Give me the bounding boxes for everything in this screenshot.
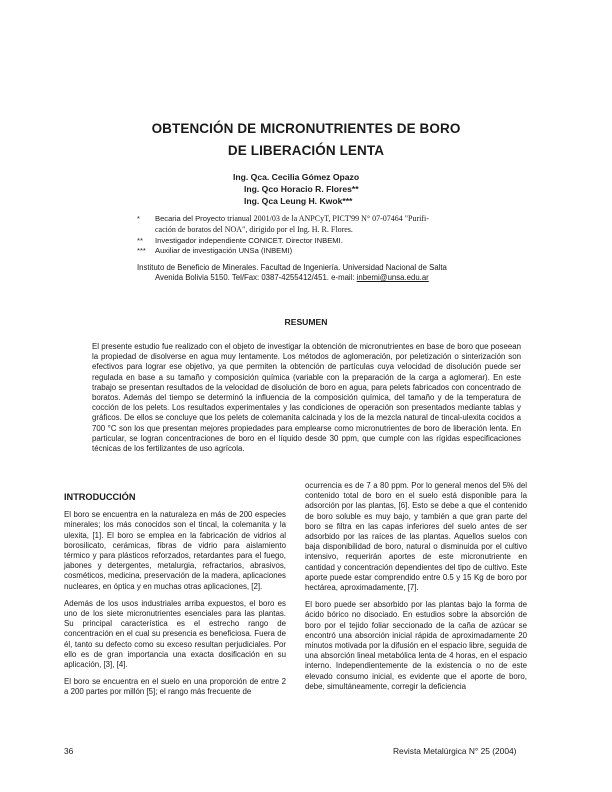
footnote-3-mark: *** [137, 246, 146, 255]
author-2: Ing. Qco Horacio R. Flores** [244, 184, 359, 194]
abstract-text: El presente estudio fue realizado con el objeto de investigar la obtención de micronutrientes en base de boro que poseean la propiedad de disolverse en agua muy lentamente. Los métodos de aglomeración, por peletización o sinterización son efectivos para lograr ese objetivo, ya que permiten la obtención de partículas cuya velocidad de disolución puede ser regulada en base a su tamaño y composición química (variable con la preparación de la carga a aglomerar). En este trabajo se presentan resultados de la velocidad de disolución de boro en agua, para pelets fabricados con concentrado de boratos. Además del tiempo se determinó la influencia de la composición química, del tamaño y de la temperatura de cocción de los pelets. Los resultados experimentales y las condiciones de operación son presentados mediante tablas y gráficos. De ellos se concluye que los pelets de colemanita calcinada y los de la mezcla natural de tincal-ulexita cocidos a 700 °C son los que presentan mejores propiedades para emplearse como micronutrientes de boro de liberación lenta. En particular, se logran concentraciones de boro en el líquido desde 30 ppm, que cumple con las rígidas especificaciones técnicas de los fertilizantes de uso agrícola. [92, 342, 521, 454]
intro-paragraph-2: Además de los usos industriales arriba expuestos, el boro es uno de los siete micronutrientes esenciales para las plantas. Su principal característica es el estrecho rango de concentración en el cual su presencia es beneficiosa. Fuera de él, tanto su defecto como su exceso resultan perjudiciales. Por ello es de gran importancia una exacta dosificación en su aplicación, [3], [4]. [64, 598, 286, 670]
author-1: Ing. Qca. Cecilia Gómez Opazo [233, 172, 360, 182]
abstract-heading: RESUMEN [284, 317, 328, 327]
footnote-1-text-b: trianual 2001/03 de la ANPCyT, PICT'99 N° 07-07464 "Purifi- [227, 214, 429, 223]
footnote-1-text-c: cación de boratos del NOA", dirigido por el Ing. H. R. Flores. [155, 225, 353, 234]
paper-title-line-1: OBTENCIÓN DE MICRONUTRIENTES DE BORO [151, 121, 461, 136]
footnote-3 [137, 246, 292, 255]
institution-line-1: Instituto de Beneficio de Minerales. Facultad de Ingeniería. Universidad Nacional de Salta [137, 263, 447, 272]
page-number: 36 [64, 746, 74, 756]
institution-line-2 [155, 273, 429, 282]
footnote-2-mark: ** [137, 236, 143, 245]
left-column [64, 492, 286, 705]
right-column [305, 481, 527, 699]
footnote-2 [137, 236, 343, 245]
footnote-1-text-a: Becaria del Proyecto [155, 214, 226, 223]
right-paragraph-2: El boro puede ser absorbido por las plantas bajo la forma de ácido bórico no disociado. En estudios sobre la absorción de boro por el tejido foliar seccionado de la caña de azúcar se encontró una absorción inicial rápida de aproximadamente 20 minutos motivada por la difusión en el espacio libre, seguida de una absorción lineal metabólica lenta de 4 horas, en el espacio interno. Independientemente de la existencia o no de este elevado consumo inicial, es evidente que el aporte de boro, debe, simultáneamente, corregir la deficiencia [305, 600, 527, 691]
institution-address: Avenida Bolivia 5150. Tel/Fax: 0387-4255412/451. e-mail: [155, 273, 357, 282]
intro-paragraph-3: El boro se encuentra en el suelo en una proporción de entre 2 a 200 partes por millón [5]; el rango más frecuente de [64, 677, 286, 697]
footnote-1-mark: * [137, 214, 140, 223]
footnote-3-text: Auxiliar de investigación UNSa (INBEMI) [155, 246, 293, 255]
author-3: Ing. Qca Leung H. Kwok*** [244, 196, 353, 206]
footnote-1 [137, 214, 429, 223]
footnote-2-text: Investigador independiente CONICET. Director INBEMI. [155, 236, 343, 245]
introduction-heading: INTRODUCCIÓN [64, 492, 136, 502]
institution-email-link[interactable]: inbemi@unsa.edu.ar [356, 273, 429, 282]
intro-paragraph-1: El boro se encuentra en la naturaleza en más de 200 especies minerales; los más conocidos son el tincal, la colemanita y la ulexita, [1]. El boro se emplea en la fabricación de vidrios al borosilicato, cerámicas, fibras de vidrio para aislamiento térmico y para plásticos reforzados, retardantes para el fuego, jabones y detergentes, metalurgia, refractarios, abrasivos, cosméticos, medicina, preservación de la madera, aplicaciones nucleares, en óptica y en muchas otras aplicaciones, [2]. [64, 510, 286, 591]
footnote-1-cont [155, 225, 353, 234]
paper-title-line-2: DE LIBERACIÓN LENTA [227, 143, 385, 158]
right-paragraph-1: ocurrencia es de 7 a 80 ppm. Por lo general menos del 5% del contenido total de boro en el suelo está disponible para la adsorción por las plantas, [6]. Esto se debe a que el contenido de boro soluble es muy bajo, y también a que gran parte del boro se filtra en las capas inferiores del suelo antes de ser adsorbido por las raíces de las plantas. Aquellos suelos con baja disponibilidad de boro, natural o disminuida por el cultivo intensivo, requerirán aportes de este micronutriente en cantidad y concentración dependientes del tipo de cultivo. Este aporte puede estar comprendido entre 0.5 y 15 Kg de boro por hectárea, aproximadamente, [7]. [305, 481, 527, 593]
journal-citation: Revista Metalúrgica N° 25 (2004) [393, 746, 517, 756]
